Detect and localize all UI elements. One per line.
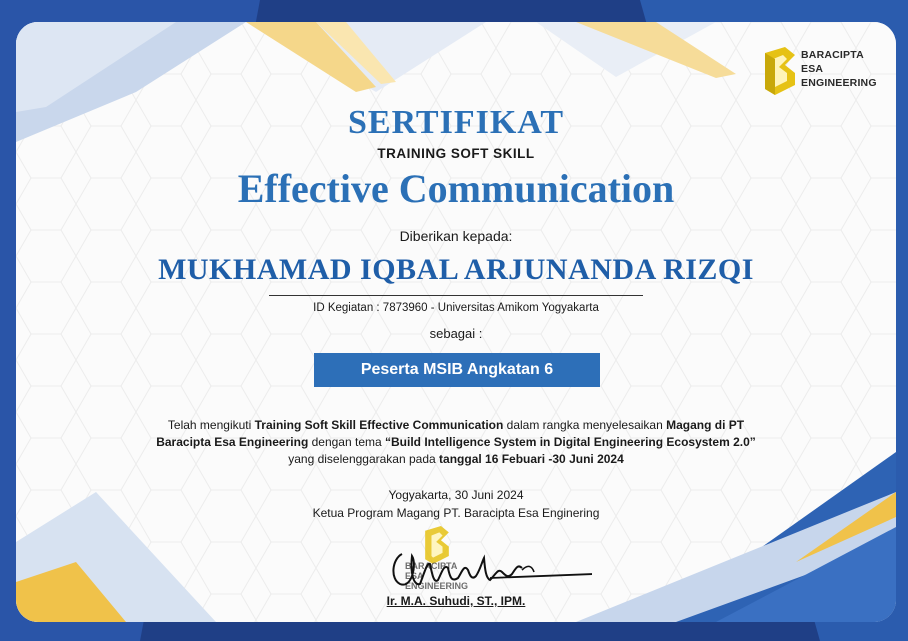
role-badge: Peserta MSIB Angkatan 6 [314,353,600,387]
company-logo [761,45,891,97]
course-title: Effective Communication [237,166,675,211]
body-bold: tanggal 16 Febuari -30 Juni 2024 [439,452,624,466]
certificate-subtitle: TRAINING SOFT SKILL [377,146,535,161]
signer-name: Ir. M.A. Suhudi, ST., IPM. [386,594,526,608]
certificate-title: SERTIFIKAT [347,104,564,141]
body-line-1 [16,417,896,434]
certificate-card [16,22,896,622]
logo-line-2: ESA [801,63,824,75]
name-underline [269,295,643,296]
body-bold: Magang di PT [666,418,745,432]
body-bold: Baracipta Esa Engineering [156,435,309,449]
body-line-2 [16,434,896,451]
signature [372,534,592,594]
baracipta-logo-icon [761,45,799,97]
place-date: Yogyakarta, 30 Juni 2024 [388,488,524,502]
stamp-line-3: ENGINEERING [405,581,469,591]
stamp-line-2: ESA [405,571,424,581]
body-bold: “Build Intelligence System in Digital Engineering Ecosystem 2.0” [385,435,756,449]
body-text: yang diselenggarakan pada [288,452,440,466]
signer-role: Ketua Program Magang PT. Baracipta Esa Enginering [312,506,600,520]
given-to-label: Diberikan kepada: [399,228,513,244]
stamp-line-1: BARACIPTA [405,561,458,571]
body-text: dalam rangka menyelesaikan [503,418,667,432]
recipient-name: MUKHAMAD IQBAL ARJUNANDA RIZQI [158,253,754,286]
body-bold: Training Soft Skill Effective Communication [254,418,504,432]
logo-line-3: ENGINEERING [801,77,877,89]
as-label: sebagai : [429,326,483,341]
logo-text [801,48,877,90]
body-text: Telah mengikuti [167,418,255,432]
activity-id: ID Kegiatan : 7873960 - Universitas Amikom Yogyakarta [313,302,599,314]
body-line-3 [16,451,896,468]
body-text: dengan tema [308,435,386,449]
logo-line-1: BARACIPTA [801,49,864,61]
